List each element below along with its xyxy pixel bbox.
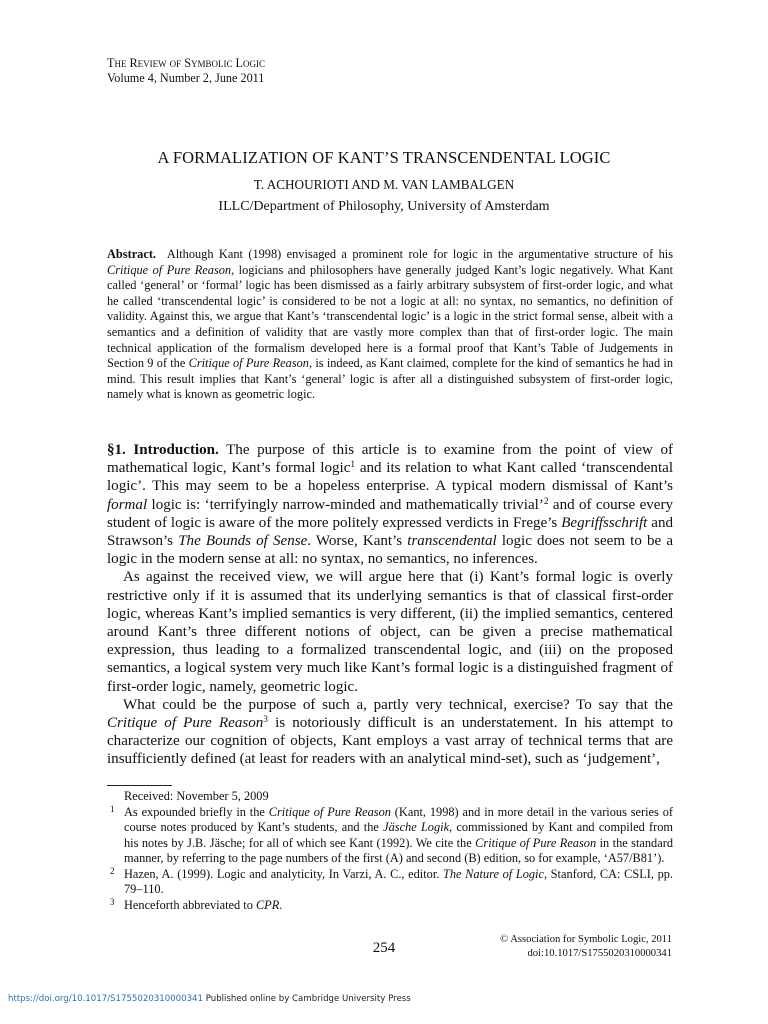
body-text: logic does not seem to be a logic in the modern sense at all: no syntax, no semantics, no inferences.	[107, 533, 674, 568]
copyright-block	[500, 933, 672, 961]
footnote-divider	[107, 785, 172, 786]
footnote-text: , Stanford, CA: CSLI, pp. 79–110.	[124, 866, 674, 896]
body-italic: transcendental	[407, 533, 497, 550]
abstract-label: Abstract.	[107, 247, 157, 261]
body-text: and its relation to what Kant called ‘transcendental logic’. This may seem to be a hopeless enterprise. A typical modern dismissal of Kant’s	[107, 460, 673, 495]
footnote-italic: Critique of Pure Reason	[268, 804, 391, 819]
main-body	[107, 441, 673, 769]
footnote-text: .	[279, 897, 283, 912]
article-authors: T. ACHOURIOTI AND M. VAN LAMBALGEN	[253, 177, 515, 192]
footnote-text: Henceforth abbreviated to	[124, 897, 256, 912]
abstract-text: , logicians and philosophers have generally judged Kant’s logic negatively. What Kant called ‘general’ or ‘formal’ logic has been dismissed as a fairly arbitrary subsystem of first-order logic, and what he called ‘transcendental logic’ is considered to be not a logic at all: no syntax, no semantics, no definition of validity. Against this, we argue that Kant’s ‘transcendental logic’ is a logic in the strict formal sense, albeit with a semantics and a definition of validity that are vastly more complex than that of first-order logic. The main technical application of the formalism developed here is a formal proof that Kant’s Table of Judgements in Section 9 of the	[107, 262, 673, 371]
footnote-mark: 3	[110, 896, 115, 907]
footnotes	[107, 789, 673, 913]
footnote-text: in the standard manner, by referring to the page numbers of the first (A) and second (B) edition, so for example, ‘A57/B81’).	[124, 835, 673, 865]
abstract-italic: Critique of Pure Reason	[107, 262, 232, 277]
footnote-ref-3[interactable]: 3	[263, 714, 268, 725]
body-italic: formal	[107, 496, 148, 513]
abstract-text: Although Kant (1998) envisaged a prominent role for logic in the argumentative structure of his	[166, 247, 674, 261]
abstract	[107, 247, 673, 403]
article-affiliation: ILLC/Department of Philosophy, University of Amsterdam	[218, 199, 550, 214]
footnote-ref-2[interactable]: 2	[543, 496, 549, 507]
abstract-text: , is indeed, as Kant claimed, complete for the kind of semantics he had in mind. This result implies that Kant’s ‘general’ logic is after all a distinguished subsystem of first-order logic, namely what is known as geometric logic.	[107, 356, 673, 402]
intro-paragraph-1	[107, 441, 673, 568]
body-italic: Begriffsschrift	[561, 514, 648, 531]
body-text: The purpose of this article is to examine from the point of view of mathematical logic, Kant’s formal logic	[107, 442, 674, 477]
journal-issue: Volume 4, Number 2, June 2011	[107, 71, 265, 85]
footnote-text: (Kant, 1998) and in more detail in the various series of course notes produced by Kant’s students, and the	[124, 804, 673, 834]
footnote-italic: Critique of Pure Reason	[475, 835, 597, 850]
journal-header	[107, 56, 265, 86]
footnote-italic: Jäsche Logik	[383, 820, 450, 834]
body-text: and of course every student of logic is aware of the more politely expressed verdicts in Frege’s	[107, 496, 673, 531]
footnote-text: , commissioned by Kant and compiled from his notes by J.B. Jäsche; for all of which see Kant (1992). We cite the	[124, 820, 673, 850]
body-text: and Strawson’s	[107, 514, 673, 550]
footnote-text: Hazen, A. (1999). Logic and analyticity, In Varzi, A. C., editor.	[124, 866, 443, 881]
article-title: A FORMALIZATION OF KANT’S TRANSCENDENTAL LOGIC	[157, 148, 611, 167]
footnote-italic: The Nature of Logic	[442, 866, 544, 881]
published-online-line	[8, 994, 411, 1004]
footnote-text: As expounded briefly in the	[124, 804, 269, 819]
abstract-paragraph	[107, 247, 673, 403]
body-italic: The Bounds of Sense	[178, 533, 308, 550]
body-italic: Critique of Pure Reason	[107, 715, 264, 732]
section-heading: §1. Introduction.	[107, 442, 219, 458]
journal-name: The Review of Symbolic Logic	[107, 56, 265, 70]
page-number: 254	[372, 940, 396, 956]
body-text: logic is: ‘terrifyingly narrow-minded and mathematically trivial’	[147, 496, 544, 513]
intro-paragraph-3	[107, 696, 673, 769]
abstract-italic: Critique of Pure Reason	[188, 356, 309, 371]
footnote-3	[107, 898, 673, 914]
body-text: What could be the purpose of such a, partly very technical, exercise? To say that the	[123, 696, 673, 713]
published-online-text: Published online by Cambridge University Press	[203, 994, 411, 1004]
footnote-mark: 2	[110, 865, 115, 876]
footnote-italic: CPR	[255, 897, 280, 912]
doi-link[interactable]: https://doi.org/10.1017/S1755020310000341	[8, 994, 203, 1004]
body-text: . Worse, Kant’s	[307, 533, 408, 550]
footnote-mark: 1	[110, 803, 115, 814]
footnote-1	[107, 805, 673, 867]
footnote-2	[107, 867, 673, 898]
doi-text: doi:10.1017/S1755020310000341	[527, 948, 672, 959]
intro-paragraph-2: As against the received view, we will argue here that (i) Kant’s formal logic is overly restrictive only if it is assumed that its underlying semantics is that of classical first-order logic, whereas Kant’s implied semantics is very different, (ii) the implied semantics, centered around Kant’s three different notions of object, can be given a precise mathematical expression, thus leading to a formalized transcendental logic, and (iii) on the proposed semantics, a logical system very much like Kant’s formal logic is a distinguished fragment of first-order logic, namely, geometric logic.	[107, 569, 673, 695]
footnote-ref-1[interactable]: 1	[350, 460, 356, 471]
body-text: is notoriously difficult is an understatement. In his attempt to characterize our cognition of objects, Kant employs a vast array of technical terms that are insufficiently defined (at least for readers with an analytical mind-set), such as ‘judgement’,	[107, 715, 673, 768]
received-date: Received: November 5, 2009	[124, 789, 269, 803]
copyright-notice: © Association for Symbolic Logic, 2011	[500, 934, 672, 945]
